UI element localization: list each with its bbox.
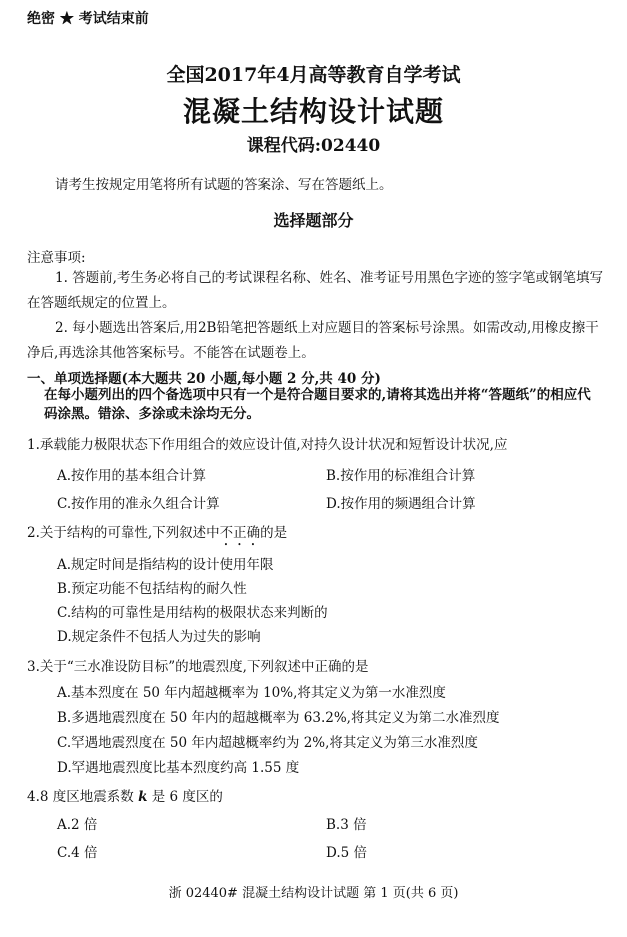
question-4-variable: k bbox=[138, 789, 148, 805]
question-3-option-c: C.罕遇地震烈度在 50 年内超越概率约为 2%,将其定义为第三水准烈度 bbox=[57, 735, 478, 751]
question-1-stem: 1.承载能力极限状态下作用组合的效应设计值,对持久设计状况和短暂设计状况,应 bbox=[27, 437, 508, 453]
part-heading: 一、单项选择题(本大题共 20 小题,每小题 2 分,共 40 分) bbox=[27, 371, 381, 387]
paper-title: 混凝土结构设计试题 bbox=[182, 95, 444, 128]
question-2-stem-end: 的是 bbox=[260, 525, 288, 541]
question-3-option-b: B.多遇地震烈度在 50 年内的超越概率为 63.2%,将其定义为第二水准烈度 bbox=[57, 710, 500, 726]
question-3-option-d: D.罕遇地震烈度比基本烈度约高 1.55 度 bbox=[57, 760, 300, 776]
note-item-2: 2. 每小题选出答案后,用2B铅笔把答题纸上对应题目的答案标号涂黑。如需改动,用橡皮擦干净后,再选涂其他答案标号。不能答在试题卷上。 bbox=[27, 320, 599, 361]
question-4-stem-end: 是 6 度区的 bbox=[147, 789, 223, 805]
question-2-stem-start: 2.关于结构的可靠性,下列叙述中 bbox=[27, 525, 220, 541]
question-1-option-b: B.按作用的标准组合计算 bbox=[326, 468, 476, 484]
question-4-option-b: B.3 倍 bbox=[326, 817, 367, 833]
page-footer: 浙 02440# 混凝土结构设计试题 第 1 页(共 6 页) bbox=[168, 886, 459, 901]
confidential-mark: 绝密 ★ 考试结束前 bbox=[27, 11, 149, 27]
question-1-option-d: D.按作用的频遇组合计算 bbox=[326, 496, 476, 512]
question-4-option-a: A.2 倍 bbox=[57, 817, 98, 833]
question-2-option-d: D.规定条件不包括人为过失的影响 bbox=[57, 629, 261, 645]
question-2-option-b: B.预定功能不包括结构的耐久性 bbox=[57, 581, 247, 597]
question-3-option-a: A.基本烈度在 50 年内超越概率为 10%,将其定义为第一水准烈度 bbox=[57, 685, 446, 701]
part-description: 在每小题列出的四个备选项中只有一个是符合题目要求的,请将其选出并将“答题纸”的相应代码涂黑。错涂、多涂或未涂均无分。 bbox=[44, 387, 591, 422]
question-2-option-c: C.结构的可靠性是用结构的极限状态来判断的 bbox=[57, 605, 328, 621]
section-title: 选择题部分 bbox=[273, 211, 354, 230]
question-4-stem-start: 4.8 度区地震系数 bbox=[27, 789, 139, 805]
question-2-stem bbox=[27, 521, 287, 549]
question-3-stem: 3.关于“三水准设防目标”的地震烈度,下列叙述中正确的是 bbox=[27, 659, 369, 675]
exam-title: 全国2017年4月高等教育自学考试 bbox=[166, 64, 461, 86]
question-4-option-c: C.4 倍 bbox=[57, 845, 98, 861]
question-1-option-c: C.按作用的准永久组合计算 bbox=[57, 496, 220, 512]
note-item-1: 1. 答题前,考生务必将自己的考试课程名称、姓名、准考证号用黑色字迹的签字笔或钢笔填写在答题纸规定的位置上。 bbox=[27, 270, 603, 311]
question-2-option-a: A.规定时间是指结构的设计使用年限 bbox=[57, 557, 274, 573]
question-4-option-d: D.5 倍 bbox=[326, 845, 368, 861]
notes-heading: 注意事项: bbox=[27, 250, 86, 266]
general-instruction: 请考生按规定用笔将所有试题的答案涂、写在答题纸上。 bbox=[55, 177, 393, 193]
question-2-emphasis: 不正确 bbox=[219, 525, 261, 541]
question-1-option-a: A.按作用的基本组合计算 bbox=[57, 468, 207, 484]
question-4-stem bbox=[27, 785, 223, 805]
course-code: 课程代码:02440 bbox=[246, 136, 381, 156]
